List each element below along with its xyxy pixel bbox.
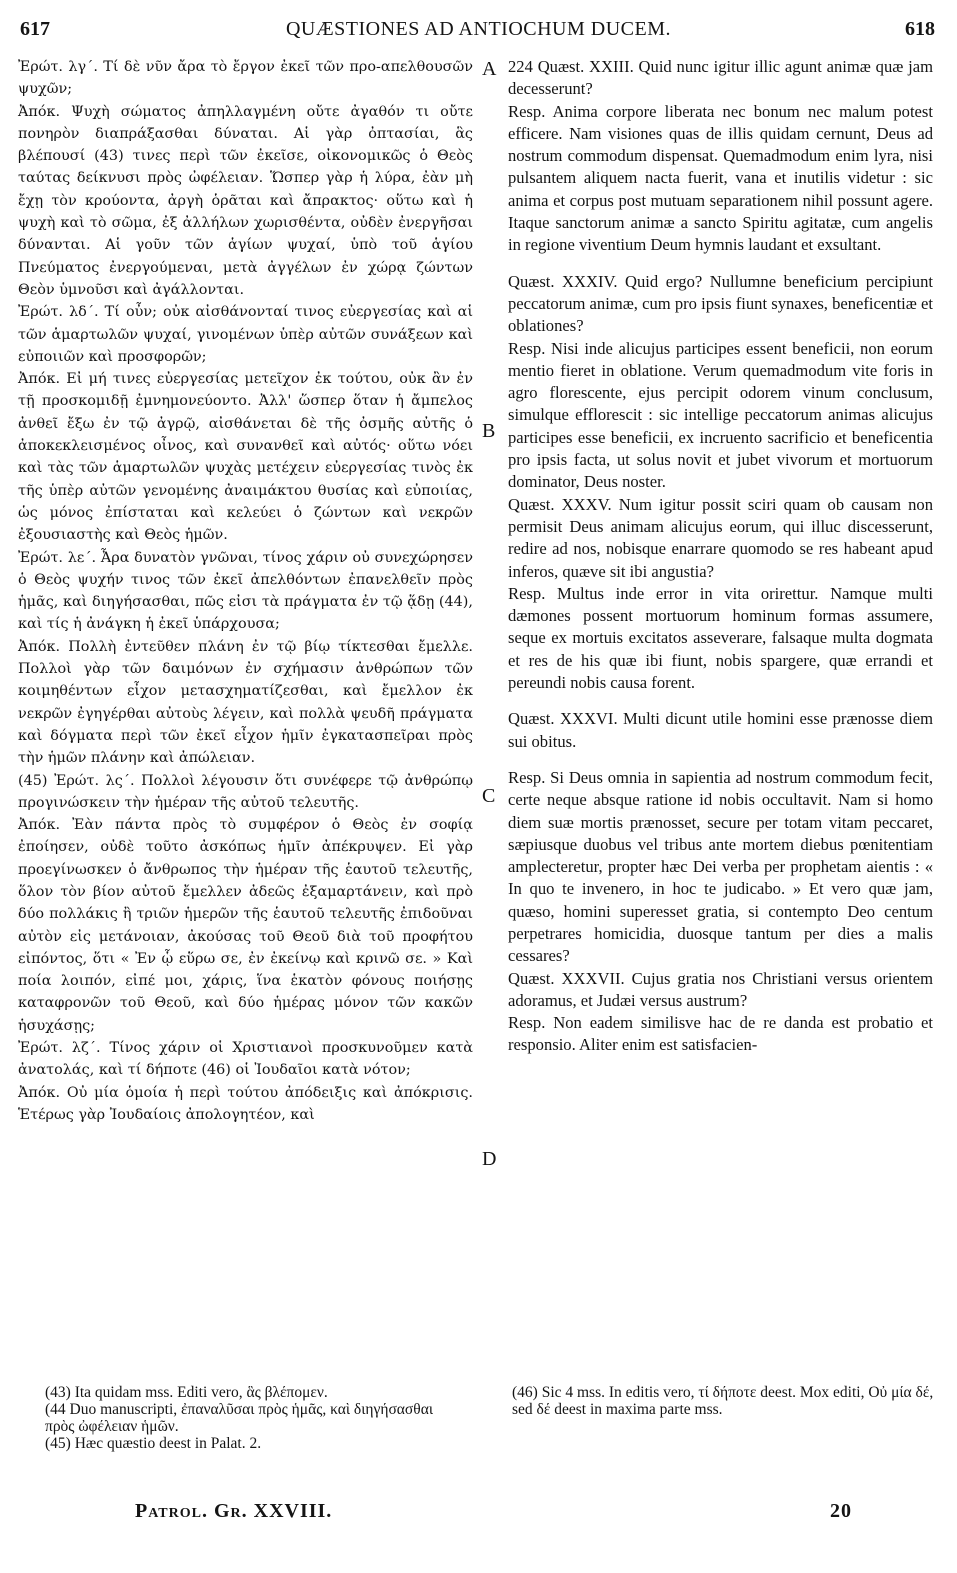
footnotes-right bbox=[512, 1384, 937, 1418]
greek-paragraph: Ἐρώτ. λε΄. Ἆρα δυνατὸν γνῶναι, τίνος χάριν οὐ συνεχώρησεν ὁ Θεὸς ψυχήν τινος τῶν ἐκεῖ ἀπελθόντων ἐπανελθεῖν πρὸς ἡμᾶς, καὶ διηγήσασθαι, πῶς εἰσι τὰ πράγματα ἐν τῷ ᾅδῃ (44), καὶ τίς ἡ ἀνάγκη ἡ ἐκεῖ ὑπάρχουσα; bbox=[18, 549, 473, 633]
latin-paragraph: Quæst. XXXIV. Quid ergo? Nullumne beneficium percipiunt peccatorum animæ, cum pro ipsis fiunt synaxes, beneficentiæ et oblationes? bbox=[508, 271, 933, 336]
footnote: (43) Ita quidam mss. Editi vero, ἃς βλέπομεν. bbox=[45, 1384, 328, 1401]
right-page-number: 618 bbox=[905, 18, 935, 40]
footnote: (46) Sic 4 mss. In editis vero, τί δήποτε deest. Mox editi, Οὐ μία δέ, sed δέ deest in maxima parte mss. bbox=[512, 1384, 934, 1418]
latin-paragraph: Resp. Non eadem similisve hac de re danda est probatio et responsio. Aliter enim est satisfacien- bbox=[508, 1013, 933, 1055]
margin-letter-b: B bbox=[482, 420, 496, 442]
margin-letter-c: C bbox=[482, 785, 496, 807]
sheet-number: 20 bbox=[830, 1500, 852, 1522]
greek-paragraph: Ἀπόκ. Εἰ μή τινες εὐεργεσίας μετεῖχον ἐκ τούτου, οὐκ ἂν ἐν τῇ προσκομιδῇ ἐμνημονεύοντο. Ἀλλ' ὥσπερ ὅταν ἡ ἄμπελος ἀνθεῖ ἔξω ἐν τῷ ἀγρῷ, αἰσθάνεται δὲ τῆς ὀσμῆς αὐτῆς ὁ ἀποκεκλεισμένος οἶνος, καὶ συνανθεῖ καὶ αὐτός· οὕτω νόει καὶ τὰς τῶν ἁμαρτωλῶν ψυχὰς μετέχειν εὐεργεσίας τινὸς ἐκ τῆς ὑπὲρ αὐτῶν γενομένης ἀναιμάκτου θυσίας καὶ εὐποιίας, ὡς μόνος ἐπίσταται καὶ κελεύει ὁ ζώντων καὶ νεκρῶν ἐξουσιαστὴς καὶ Θεὸς ἡμῶν. bbox=[18, 371, 473, 544]
latin-paragraph: Quæst. XXXVII. Cujus gratia nos Christiani versus orientem adoramus, et Judæi versus austrum? bbox=[508, 968, 933, 1010]
greek-paragraph: Ἀπόκ. Ψυχὴ σώματος ἀπηλλαγμένη οὔτε ἀγαθόν τι οὔτε πονηρὸν διαπράξασθαι δύναται. Αἱ γὰρ ὀπτασίαι, ἃς βλέπουσί (43) τινες περὶ τῶν ἐκεῖσε, οἰκονομικῶς ὁ Θεὸς ταύτας δείκνυσι πρὸς ὠφέλειαν. Ὥσπερ γὰρ ἡ λύρα, ἐὰν μὴ ἔχῃ τὸν κρούοντα, ἀργὴ ὁρᾶται καὶ ἄπρακτος· οὕτω καὶ ἡ ψυχὴ καὶ τὸ σῶμα, ἐξ ἀλλήλων χωρισθέντα, οὐδὲν ἐνεργῆσαι δύνανται. Αἱ γοῦν τῶν ἁγίων ψυχαί, ὑπὸ τοῦ ἁγίου Πνεύματος ἐνεργούμεναι, μετὰ ἀγγέλων ἐν χώρᾳ ζώντων Θεὸν ὑμνοῦσι καὶ ἀγάλλονται. bbox=[18, 103, 473, 298]
latin-paragraph: Quæst. XXXVI. Multi dicunt utile homini esse prænosse diem sui obitus. bbox=[508, 709, 933, 751]
margin-letter-d: D bbox=[482, 1148, 497, 1170]
volume-signature: Patrol. Gr. XXVIII. bbox=[135, 1500, 333, 1522]
greek-paragraph: (45) Ἐρώτ. λς΄. Πολλοὶ λέγουσιν ὅτι συνέφερε τῷ ἀνθρώπῳ προγινώσκειν τὴν ἡμέραν τῆς αὐτοῦ τελευτῆς. bbox=[18, 772, 473, 811]
greek-paragraph: Ἐρώτ. λζ΄. Τίνος χάριν οἱ Χριστιανοὶ προσκυνοῦμεν κατὰ ἀνατολάς, καὶ τί δήποτε (46) οἱ Ἰουδαῖοι κατὰ νότον; bbox=[18, 1040, 473, 1079]
greek-paragraph: Ἀπόκ. Οὐ μία ὁμοία ἡ περὶ τούτου ἀπόδειξις καὶ ἀπόκρισις. Ἑτέρως γὰρ Ἰουδαίοις ἀπολογητέον, καὶ bbox=[18, 1084, 473, 1123]
latin-paragraph: Resp. Nisi inde alicujus participes essent beneficii, non eorum mentio fieret in oblatione. Verum quemadmodum vite foris in agro florescente, ejus percipit odorem vinum conclusum, simulque efflorescit : sic intellige peccatorum animas alicujus participes esse beneficii, ex incruento sacrificio et beneficentia pro ipsis facta, ut solus novit et jubet vivorum et mortuorum dominator, Deus noster. bbox=[508, 338, 933, 492]
margin-letter-a: A bbox=[482, 58, 497, 80]
left-page-number: 617 bbox=[20, 18, 50, 40]
latin-paragraph: Resp. Anima corpore liberata nec bonum nec malum potest efficere. Nam visiones quas de illis quidam cernunt, Deus ad nostrum commodum dispensat. Quemadmodum enim lyra, nisi pulsantem aliquem nacta fuerit, vana et inutilis videtur : sic anima et corpus post mutuam separationem nihil possunt agere. Itaque sanctorum animæ a sancto Spiritu agitatæ, cum angelis in regione viventium Deum hymnis laudant et exsultant. bbox=[508, 101, 933, 255]
running-title: QUÆSTIONES AD ANTIOCHUM DUCEM. bbox=[285, 18, 672, 40]
latin-paragraph: Quæst. XXXV. Num igitur possit sciri quam ob causam non permisit Deus animam alicujus eorum, qui illuc discesserunt, redire ad nos, nobisque enarrare quomodo se res habeant apud inferos, quæve sit ibi angustia? bbox=[508, 494, 933, 581]
footnotes-left bbox=[45, 1384, 465, 1452]
footnote: (44 Duo manuscripti, ἐπαναλῦσαι πρὸς ἡμᾶς, καὶ διηγήσασθαι πρὸς ὠφέλειαν ἡμῶν. bbox=[45, 1401, 433, 1435]
greek-paragraph: Ἐρώτ. λγ΄. Τί δὲ νῦν ἄρα τὸ ἔργον ἐκεῖ τῶν προ-απελθουσῶν ψυχῶν; bbox=[18, 59, 473, 98]
latin-paragraph: Resp. Multus inde error in vita orirettur. Namque multi dæmones possent mortuorum hominum formas assumere, seque ex mortuis excitatos asseverare, falsaque multa dogmata et res de his quæ ibi fiunt, nobis spargere, quæ errandi et pereundi nobis causa forent. bbox=[508, 583, 933, 693]
latin-paragraph: 224 Quæst. XXIII. Quid nunc igitur illic agunt animæ quæ jam decesserunt? bbox=[508, 57, 933, 99]
page-header bbox=[0, 10, 957, 40]
latin-column bbox=[508, 56, 933, 1057]
footnote: (45) Hæc quæstio deest in Palat. 2. bbox=[45, 1435, 262, 1452]
greek-column bbox=[18, 56, 473, 1126]
greek-paragraph: Ἀπόκ. Ἐὰν πάντα πρὸς τὸ συμφέρον ὁ Θεὸς ἐν σοφίᾳ ἐποίησεν, οὐδὲ τοῦτο ἀσκόπως ἡμῖν ἀπέκρυψεν. Εἰ γὰρ προεγίνωσκεν ὁ ἄνθρωπος τὴν ἡμέραν τῆς ἑαυτοῦ τελευτῆς, ὅλον τὸν βίον αὐτοῦ ἔμελλεν ἀδεῶς ἐξαμαρτάνειν, καὶ πρὸ δύο πολλάκις ἢ τριῶν ἡμερῶν τῆς ἑαυτοῦ τελευτῆς ἐπιδοῦναι αὐτὸν εἰς μετάνοιαν, ἀκούσας τοῦ Θεοῦ διὰ τοῦ προφήτου εἰπόντος, ὅτι « Ἐν ᾧ εὕρω σε, ἐν ἐκείνῳ καὶ κρινῶ σε. » Καὶ ποία λοιπόν, εἰπέ μοι, χάρις, ἵνα ἑκατὸν φόνους ποιήσῃς καταφρονῶν τοῦ Θεοῦ, καὶ δύο ἡμέρας μόνον τῶν κακῶν ἡσυχάσῃς; bbox=[18, 817, 473, 1034]
latin-paragraph: Resp. Si Deus omnia in sapientia ad nostrum commodum fecit, certe neque absque ratione id nobis occultavit. Nam si homo diem suæ mortis prænosset, secure per totam vitam peccaret, sæpiusque duobus vel tribus ante mortem diebus pœnitentiam amplecteretur, propter hæc Dei verba per prophetam aientis : « In quo te invenero, in hoc te judicabo. » Et vero quæ jam, quæso, homini superesset gratia, si contempto Deo centum perpetrares homicidia, duosque tantum per dies a malis cessares? bbox=[508, 767, 933, 966]
greek-paragraph: Ἀπόκ. Πολλὴ ἐντεῦθεν πλάνη ἐν τῷ βίῳ τίκτεσθαι ἔμελλε. Πολλοὶ γὰρ τῶν δαιμόνων ἐν σχήμασιν ἀνθρώπων τῶν κοιμηθέντων εἶχον μετασχηματίζεσθαι, καὶ ἔμελλον ἐκ νεκρῶν ἐγηγέρθαι αὐτοὺς λέγειν, καὶ πολλὰ ψευδῆ πράγματα καὶ δόγματα περὶ τῶν ἐκεῖ εἶχον ἡμῖν ἐγκατασπεῖραι πρὸς τὴν ἡμῶν πλάνην καὶ ἀπώλειαν. bbox=[18, 638, 473, 767]
greek-paragraph: Ἐρώτ. λδ΄. Τί οὖν; οὐκ αἰσθάνονταί τινος εὐεργεσίας καὶ αἱ τῶν ἁμαρτωλῶν ψυχαί, γινομένων ὑπὲρ αὐτῶν συνάξεων καὶ εὐποιιῶν καὶ προσφορῶν; bbox=[18, 304, 473, 365]
